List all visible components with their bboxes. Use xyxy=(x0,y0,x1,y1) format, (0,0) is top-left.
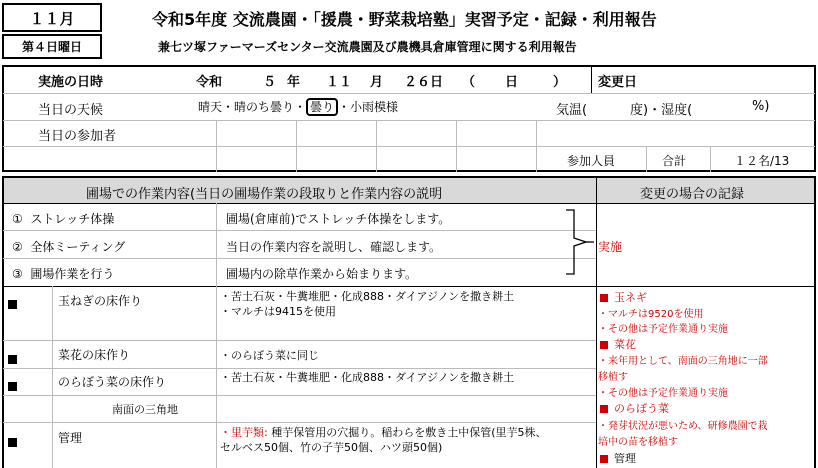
weather-options xyxy=(198,98,398,115)
step-2: ② 全体ミーティング xyxy=(12,240,126,254)
task-3-marker xyxy=(8,376,17,395)
day-value: ２６ xyxy=(404,75,431,90)
year-unit: 年 xyxy=(287,75,301,90)
implemented-note: 実施 xyxy=(598,240,623,254)
humidity-unit: %) xyxy=(752,99,770,114)
step-3: ③ 圃場作業を行う xyxy=(12,267,115,281)
era: 令和 xyxy=(196,75,223,90)
weather-label: 当日の天候 xyxy=(38,103,104,118)
change-date-label: 変更日 xyxy=(598,75,638,90)
record-2-head: 菜花 xyxy=(600,336,636,352)
step-1: ① ストレッチ体操 xyxy=(12,212,115,226)
report-title: 令和5年度 交流農園・「援農・野菜栽培塾」実習予定・記録・利用報告 xyxy=(152,10,657,29)
weather-option-rain: ・小雨模様 xyxy=(338,100,399,114)
humidity-label: 度)・湿度( xyxy=(630,103,693,118)
weekday: 日 xyxy=(505,75,519,90)
task-2-name: 菜花の床作り xyxy=(58,348,131,362)
attendance-label: 参加人員 xyxy=(567,154,616,168)
record-3-head: のらぼう菜 xyxy=(600,400,669,416)
task-4-name: 南面の三角地 xyxy=(112,403,178,416)
task-2-marker xyxy=(8,349,17,368)
record-3-line-1: ・発芽状況が悪いため、研修農園で栽 xyxy=(598,421,768,432)
week-label: 第４日曜日 xyxy=(21,40,82,54)
brace-icon xyxy=(564,208,594,276)
record-2-line-1: ・来年用として、南面の三角地に一部 xyxy=(598,356,768,367)
date-label: 実施の日時 xyxy=(38,75,104,90)
work-header-left: 圃場での作業内容(当日の圃場作業の段取りと作業内容の説明 xyxy=(86,187,443,202)
step-3-description: 圃場内の除草作業から始まります。 xyxy=(226,267,418,281)
record-1-head: 玉ネギ xyxy=(600,289,647,305)
day-unit: 日 xyxy=(430,75,444,90)
task-5-name: 管理 xyxy=(58,431,83,445)
task-1-description-2: ・マルチは9415を使用 xyxy=(220,305,336,318)
record-4-head: 管理 xyxy=(600,450,636,466)
participants-label: 当日の参加者 xyxy=(38,129,117,144)
weather-selected[interactable]: 曇り xyxy=(306,98,338,116)
task-3-description: ・苦土石灰・牛糞堆肥・化成888・ダイアジノンを撒き耕土 xyxy=(220,371,515,384)
month-value: １１ xyxy=(326,75,353,90)
task-3-name: のらぼう菜の床作り xyxy=(58,375,167,389)
year-value: ５ xyxy=(263,75,277,90)
work-header-right: 変更の場合の記録 xyxy=(640,187,745,202)
report-subtitle: 兼七ツ塚ファーマーズセンター交流農園及び農機具倉庫管理に関する利用報告 xyxy=(158,40,577,54)
record-1-line-1: ・マルチは9520を使用 xyxy=(598,309,704,320)
close-paren: ） xyxy=(553,75,567,90)
task-1-name: 玉ねぎの床作り xyxy=(58,294,143,308)
total-value: １２名/13 xyxy=(734,154,790,168)
record-1-line-2: ・その他は予定作業通り実施 xyxy=(598,324,728,335)
record-2-line-3: ・その他は予定作業通り実施 xyxy=(598,388,728,399)
task-1-marker xyxy=(8,294,17,313)
record-2-line-2: 移植す xyxy=(598,372,628,383)
task-5-description-1: ・里芋類: 種芋保管用の穴掘り。稲わらを敷き土中保管(里芋5株、 xyxy=(220,426,547,439)
month-label: １１月 xyxy=(29,10,75,28)
month-unit: 月 xyxy=(370,75,384,90)
temperature-label: 気温( xyxy=(556,103,588,118)
step-2-description: 当日の作業内容を説明し、確認します。 xyxy=(226,240,442,254)
task-5-description-2: セルベス50個、竹の子芋50個、ハツ頭50個) xyxy=(220,441,443,454)
record-3-line-2: 培中の苗を移植す xyxy=(598,437,678,448)
step-1-description: 圃場(倉庫前)でストレッチ体操をします。 xyxy=(226,212,451,226)
total-label: 合計 xyxy=(662,154,687,168)
task-5-marker xyxy=(8,432,17,451)
task-1-description-1: ・苦土石灰・牛糞堆肥・化成888・ダイアジノンを撒き耕土 xyxy=(220,290,515,303)
task-2-description: ・のらぼう菜に同じ xyxy=(220,349,319,362)
task-5-description-label: ・里芋類: xyxy=(220,426,268,439)
weather-option-sunny: 晴天・晴のち曇り・ xyxy=(198,100,307,114)
open-paren: （ xyxy=(462,75,476,90)
